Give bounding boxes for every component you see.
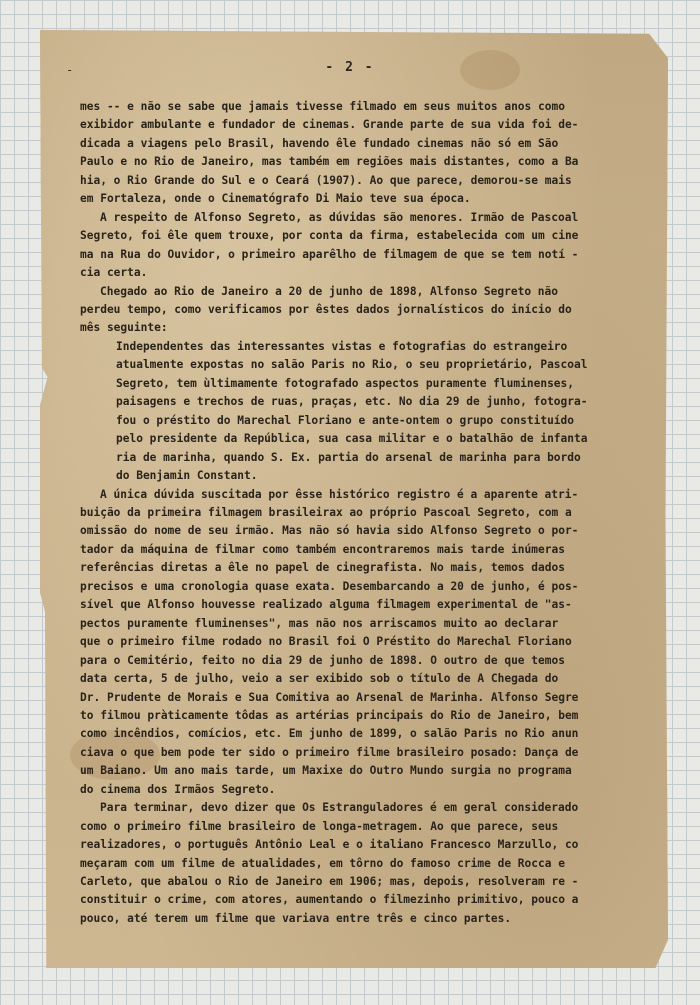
text-line: ma na Rua do Ouvidor, o primeiro aparêlho de filmagem de que se tem notí - [80,247,579,261]
text-line: Dr. Prudente de Morais e Sua Comitiva ao Arsenal de Marinha. Alfonso Segre [80,690,579,704]
text-line: omissão do nome de seu irmão. Mas não só havia sido Alfonso Segreto o por- [80,524,579,538]
text-line: Paulo e no Rio de Janeiro, mas também em regiões mais distantes, como a Ba [80,155,579,169]
text-line: A única dúvida suscitada por êsse histórico registro é a aparente atri- [100,487,579,501]
text-line: Para terminar, devo dizer que Os Estranguladores é em geral considerado [100,801,579,815]
text-line: Carleto, que abalou o Rio de Janeiro em 1906; mas, depois, resolveram re - [80,875,579,889]
text-line: to filmou pràticamente tôdas as artérias principais do Rio de Janeiro, bem [80,708,579,722]
text-line: paisagens e trechos de ruas, praças, etc. No dia 29 de junho, fotogra- [116,395,588,409]
text-line: ciava o que bem pode ter sido o primeiro filme brasileiro posado: Dança de [80,745,579,759]
text-line: Segreto, foi êle quem trouxe, por conta da firma, estabelecida com um cine [80,229,579,243]
text-line: atualmente expostas no salão Paris no Rio, o seu proprietário, Pascoal [116,358,588,372]
text-line: dicada a viagens pelo Brasil, havendo êle fundado cinemas não só em São [80,136,559,150]
text-line: hia, o Rio Grande do Sul e o Ceará (1907). Ao que parece, demorou-se mais [80,173,572,187]
text-line: exibidor ambulante e fundador de cinemas. Grande parte de sua vida foi de- [80,118,579,132]
text-line: sível que Alfonso houvesse realizado alguma filmagem experimental de "as- [80,598,572,612]
text-line: meçaram com um filme de atualidades, em tôrno do famoso crime de Rocca e [80,856,565,870]
text-line: perdeu tempo, como verificamos por êstes dados jornalísticos do início do [80,302,572,316]
text-line: A respeito de Alfonso Segreto, as dúvidas são menores. Irmão de Pascoal [100,210,579,224]
text-line: Chegado ao Rio de Janeiro a 20 de junho de 1898, Alfonso Segreto não [100,284,559,298]
text-line: para o Cemitério, feito no dia 29 de junho de 1898. O outro de que temos [80,653,565,667]
document-body [80,98,635,928]
text-line: pelo presidente da República, sua casa militar e o batalhão de infanta [116,432,588,446]
text-line: do cinema dos Irmãos Segreto. [80,782,276,796]
text-line: mês seguinte: [80,321,168,335]
text-line: tador da máquina de filmar como também encontraremos mais tarde inúmeras [80,542,565,556]
text-line: pectos puramente fluminenses", mas não nos arriscamos muito ao declarar [80,616,559,630]
text-line: como incêndios, comícios, etc. Em junho de 1899, o salão Paris no Rio anun [80,727,579,741]
text-line: Segreto, tem ùltimamente fotografado aspectos puramente fluminenses, [116,376,575,390]
text-line: como o primeiro filme brasileiro de longa-metragem. Ao que parece, seus [80,819,559,833]
text-line: buição da primeira filmagem brasileirax ao próprio Pascoal Segreto, com a [80,505,572,519]
text-line: Independentes das interessantes vistas e fotografias do estrangeiro [116,339,568,353]
text-line: referências diretas a êle no papel de cinegrafista. No mais, temos dados [80,561,565,575]
text-line: um Baiano. Um ano mais tarde, um Maxixe do Outro Mundo surgia no programa [80,764,572,778]
text-line: fou o préstito do Marechal Floriano e ante-ontem o grupo constituído [116,413,575,427]
text-line: constituir o crime, com atores, aumentando o filmezinho primitivo, pouco a [80,893,579,907]
text-line: em Fortaleza, onde o Cinematógrafo Di Maio teve sua época. [80,192,471,206]
page-number: - 2 - [325,60,375,75]
text-line: realizadores, o português Antônio Leal e o italiano Francesco Marzullo, co [80,838,579,852]
text-line: cia certa. [80,266,148,280]
corner-mark: - [66,63,74,77]
text-line: precisos e uma cronologia quase exata. Desembarcando a 20 de junho, é pos- [80,579,579,593]
text-line: pouco, até terem um filme que variava entre três e cinco partes. [80,911,512,925]
text-line: data certa, 5 de julho, veio a ser exibido sob o título de A Chegada do [80,672,559,686]
text-line: mes -- e não se sabe que jamais tivesse filmado em seus muitos anos como [80,100,565,113]
text-line: que o primeiro filme rodado no Brasil foi O Préstito do Marechal Floriano [80,635,572,649]
text-line: ria de marinha, quando S. Ex. partia do arsenal de marinha para bordo [116,450,581,464]
text-line: do Benjamin Constant. [116,469,258,483]
